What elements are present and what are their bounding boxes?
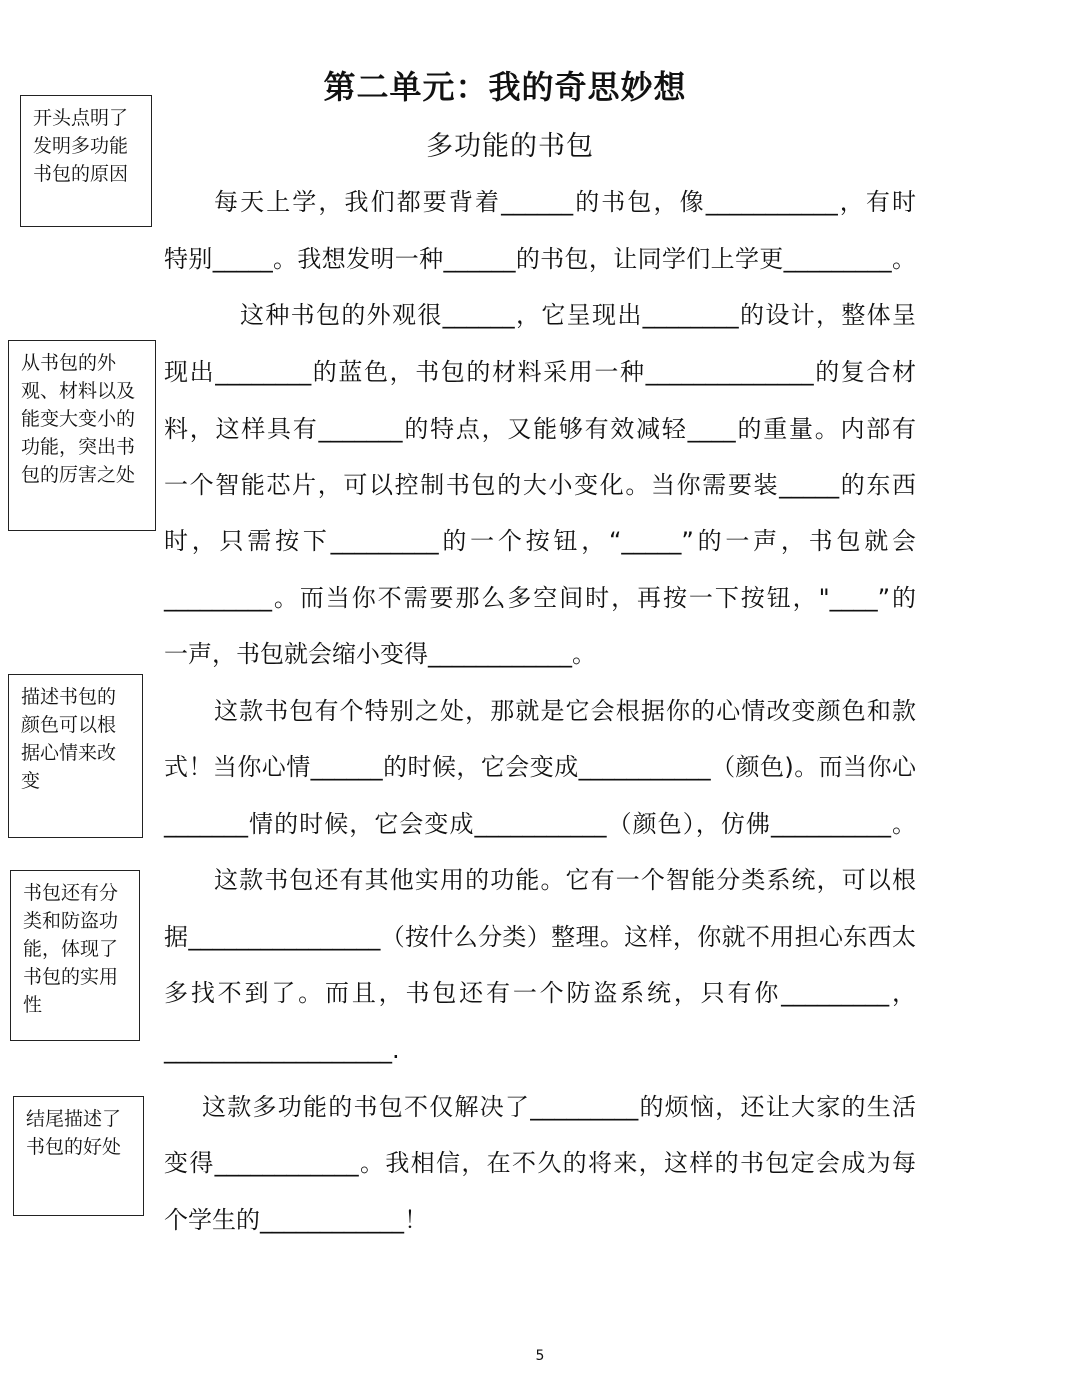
essay-line: 变得____________。我相信，在不久的将来，这样的书包定会成为每 [164, 1149, 916, 1177]
essay-line: 这款书包有个特别之处，那就是它会根据你的心情改变颜色和款 [214, 697, 916, 725]
essay-line: 一声，书包就会缩小变得____________。 [164, 640, 596, 668]
essay-line: 这款书包还有其他实用的功能。它有一个智能分类系统，可以根 [214, 866, 916, 894]
margin-note-text: 书包还有分 类和防盗功 能，体现了 书包的实用 性 [23, 882, 119, 1016]
margin-note-opening [20, 95, 152, 227]
essay-line: 料，这样具有_______的特点，又能够有效减轻____的重量。内部有 [164, 415, 916, 443]
essay-line: 个学生的____________！ [164, 1206, 428, 1234]
page-number: 5 [535, 1348, 545, 1364]
margin-note-ending [13, 1096, 144, 1216]
essay-line: 每天上学，我们都要背着______的书包，像___________，有时 [214, 188, 916, 216]
margin-note-function [10, 870, 140, 1041]
essay-line: 现出________的蓝色，书包的材料采用一种______________的复合材 [164, 358, 916, 386]
margin-note-text: 结尾描述了 书包的好处 [26, 1108, 122, 1158]
essay-line: 式！当你心情______的时候，它会变成___________（颜色)。而当你心 [164, 753, 916, 781]
essay-line: 时，只需按下_________的一个按钮，“_____”的一声，书包就会 [164, 527, 916, 555]
essay-line: 多找不到了。而且，书包还有一个防盗系统，只有你_________， [164, 979, 916, 1007]
essay-line: 一个智能芯片，可以控制书包的大小变化。当你需要装_____的东西 [164, 471, 916, 499]
essay-line: _________。而当你不需要那么多空间时，再按一下按钮，"____”的 [164, 584, 916, 612]
essay-title: 多功能的书包 [426, 131, 594, 162]
essay-line: 据________________（按什么分类）整理。这样，你就不用担心东西太 [164, 923, 916, 951]
essay-line: 特别_____。我想发明一种______的书包，让同学们上学更_________。 [164, 245, 916, 273]
margin-note-color [8, 674, 143, 838]
essay-line: _______情的时候，它会变成___________（颜色），仿佛__________。 [164, 810, 916, 838]
margin-note-text: 开头点明了 发明多功能 书包的原因 [33, 107, 129, 185]
margin-note-text: 从书包的外 观、材料以及 能变大变小的 功能，突出书 包的厉害之处 [21, 352, 136, 486]
essay-line: ___________________. [164, 1036, 400, 1064]
essay-line: 这款多功能的书包不仅解决了_________的烦恼，还让大家的生活 [202, 1093, 916, 1121]
margin-note-text: 描述书包的 颜色可以根 据心情来改 变 [21, 686, 117, 792]
unit-title: 第二单元：我的奇思妙想 [323, 68, 687, 106]
essay-line: 这种书包的外观很______，它呈现出________的设计，整体呈 [240, 301, 916, 329]
margin-note-appearance [8, 340, 156, 531]
